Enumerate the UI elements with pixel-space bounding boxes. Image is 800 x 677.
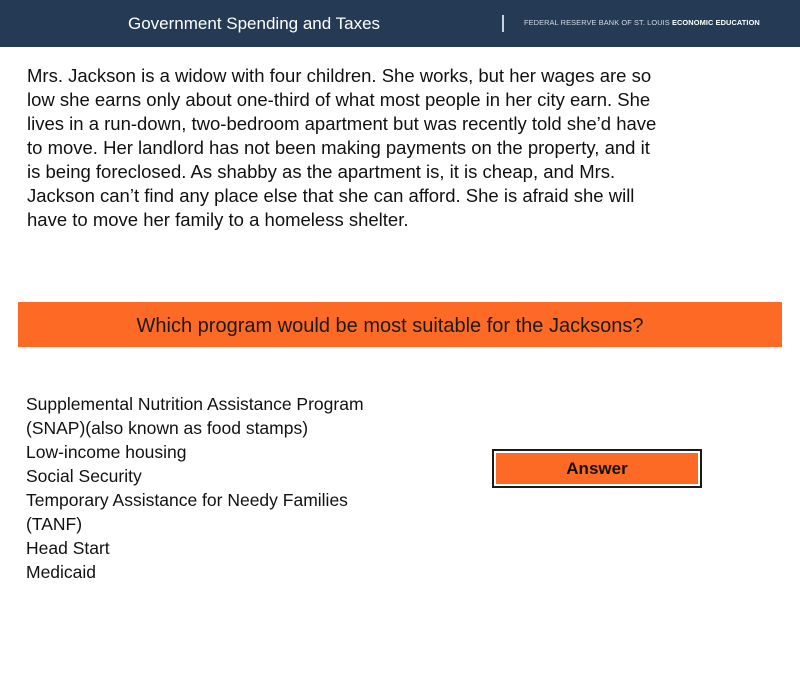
answer-button[interactable]: [492, 449, 702, 488]
list-item: Low-income housing: [26, 442, 187, 462]
question-text: Which program would be most suitable for the Jacksons?: [136, 315, 644, 337]
list-item: (TANF): [26, 514, 83, 534]
list-item: (SNAP)(also known as food stamps): [26, 418, 309, 438]
header-title: Government Spending and Taxes: [128, 14, 381, 33]
answer-button-label: Answer: [496, 453, 698, 484]
story-line: to move. Her landlord has not been making payments on the property, and it: [27, 137, 650, 158]
program-list: [26, 392, 364, 584]
brand-program: ECONOMIC EDUCATION: [671, 18, 760, 27]
story-line: lives in a run-down, two-bedroom apartment but was recently told she’d have: [27, 113, 657, 134]
list-item: Temporary Assistance for Needy Families: [26, 490, 348, 510]
brand-logo-text: [524, 18, 760, 28]
header-bar: [0, 0, 800, 47]
list-item: Head Start: [26, 538, 110, 558]
question-banner: [18, 302, 782, 347]
brand-name: FEDERAL RESERVE BANK OF ST. LOUIS: [524, 18, 672, 27]
story-line: low she earns only about one-third of what most people in her city earn. She: [27, 89, 651, 110]
list-item: Social Security: [26, 466, 142, 486]
story-line: Mrs. Jackson is a widow with four children. She works, but her wages are so: [27, 65, 652, 86]
story-line: is being foreclosed. As shabby as the apartment is, it is cheap, and Mrs.: [27, 161, 616, 182]
story-line: have to move her family to a homeless shelter.: [27, 209, 409, 230]
story-line: Jackson can’t find any place else that she can afford. She is afraid she will: [27, 185, 635, 206]
list-item: Supplemental Nutrition Assistance Program: [26, 394, 364, 414]
story-paragraph: [27, 64, 787, 232]
list-item: Medicaid: [26, 562, 97, 582]
header-divider: [502, 15, 504, 32]
